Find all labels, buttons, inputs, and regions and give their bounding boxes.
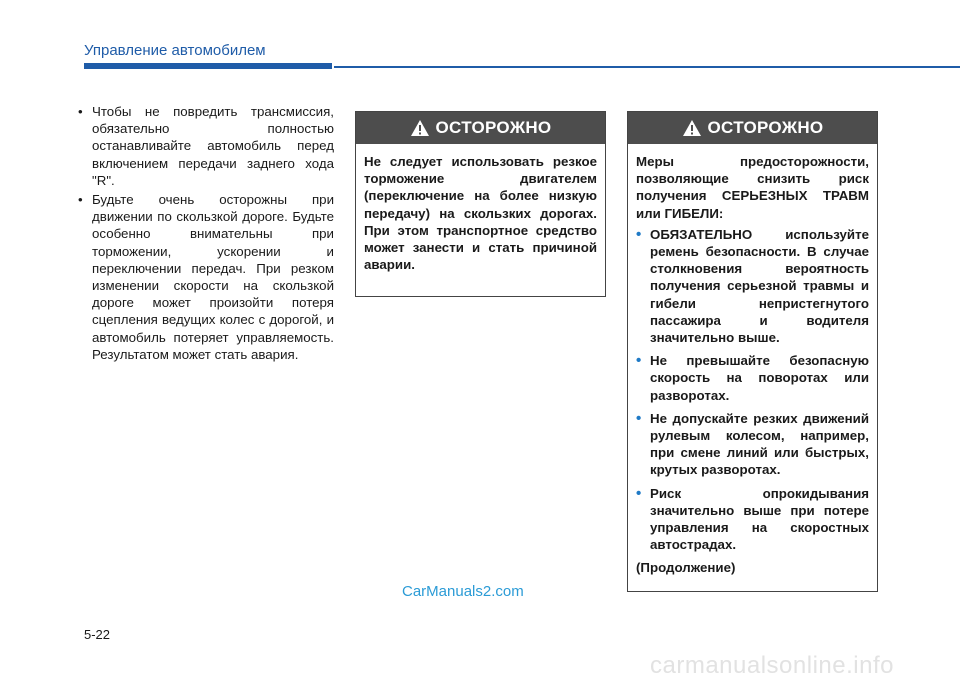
- bullet-marker: •: [636, 409, 642, 427]
- caution-list-item: [636, 485, 869, 554]
- caution-intro: Меры предосторожности, позволяющие снизить риск получения СЕРЬЕЗНЫХ ТРАВМ или ГИБЕЛИ:: [636, 154, 869, 221]
- left-bullet-item: [76, 103, 334, 189]
- left-column: [76, 103, 334, 365]
- section-title: Управление автомобилем: [84, 42, 266, 59]
- left-bullet-item: [76, 191, 334, 363]
- watermark-link[interactable]: CarManuals2.com: [402, 583, 524, 600]
- caution-box-engine-braking: [355, 111, 606, 297]
- left-bullet-text: Будьте очень осторожны при движении по скользкой дороге. Будьте особенно внимательны при торможении, ускорении и переключении передач. При резком изменении скорости на скользкой дороге может произойти потеря сцепления ведущих колес с дорогой, и автомобиль потеряет управляемость. Результатом может стать авария.: [92, 192, 334, 362]
- caution-item-text: Не допускайте резких движений рулевым колесом, например, при смене линий или быстрых, крутых разворотах.: [650, 410, 869, 478]
- left-bullet-text: Чтобы не повредить трансмиссия, обязательно полностью останавливайте автомобиль перед включением передачи заднего хода "R".: [92, 104, 334, 188]
- warning-triangle-icon: [682, 119, 702, 137]
- caution-list-item: [636, 226, 869, 346]
- caution-list-item: [636, 410, 869, 479]
- warning-triangle-icon: [410, 119, 430, 137]
- caution-list-item: [636, 352, 869, 404]
- caution-title: ОСТОРОЖНО: [707, 118, 824, 137]
- continued-label: (Продолжение): [636, 560, 736, 576]
- caution-text: Не следует использовать резкое торможение двигателем (переключение на более низкую передачу) на скользких дорогах. При этом транспортное средство может занести и стать причиной аварии.: [364, 154, 597, 273]
- page-number: 5-22: [84, 627, 111, 642]
- caution-header: [628, 112, 877, 144]
- footer-watermark: carmanualsonline.info: [650, 652, 894, 679]
- bullet-marker: •: [636, 225, 642, 243]
- bullet-marker: •: [636, 352, 642, 370]
- caution-item-text: Не превышайте безопасную скорость на поворотах или разворотах.: [650, 353, 869, 403]
- bullet-marker: •: [78, 104, 83, 119]
- caution-header: [356, 112, 605, 144]
- caution-item-text: ОБЯЗАТЕЛЬНО используйте ремень безопасности. В случае столкновения вероятность получения серьезной травмы и гибели непристегнутого пассажира и водителя значительно выше.: [650, 226, 869, 346]
- header-rule-thin: [334, 66, 960, 68]
- bullet-marker: •: [78, 192, 83, 208]
- header-rule-thick: [84, 63, 332, 69]
- caution-item-text: Риск опрокидывания значительно выше при потере управления на скоростных автострадах.: [650, 485, 869, 553]
- caution-box-safety: [627, 111, 878, 592]
- bullet-marker: •: [636, 484, 642, 502]
- caution-title: ОСТОРОЖНО: [435, 118, 552, 137]
